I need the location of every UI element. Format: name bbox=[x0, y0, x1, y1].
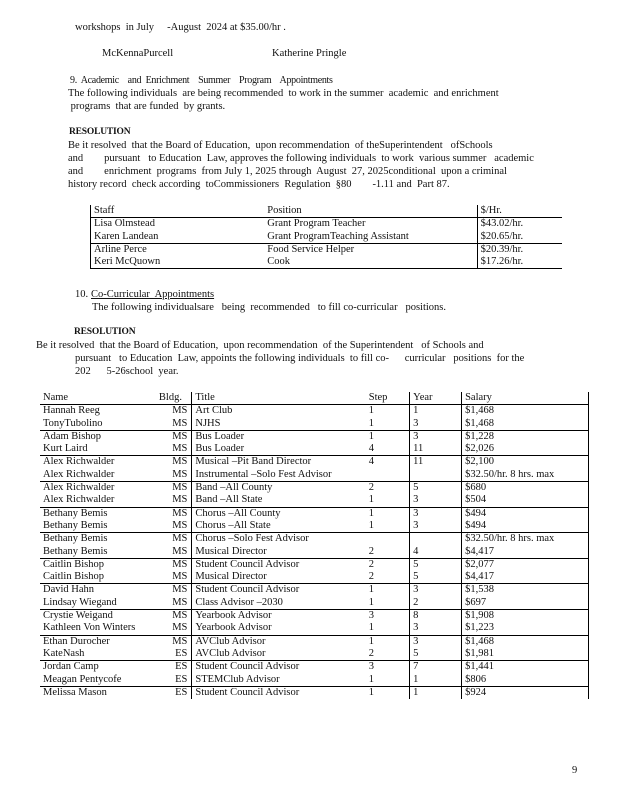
step-cell: 3 bbox=[368, 661, 374, 673]
position-cell: Cook bbox=[267, 256, 291, 268]
rate-cell: $43.02/hr. bbox=[477, 218, 562, 231]
section-9-intro-line-1: The following individuals are being recommended to work in the summer academic and enrichment bbox=[68, 88, 499, 99]
table-row bbox=[40, 597, 589, 610]
title-cell: Student Council Advisor bbox=[195, 584, 300, 596]
title-cell: Chorus –All State bbox=[192, 520, 366, 533]
year-cell: 1 bbox=[410, 686, 462, 699]
step-cell: 1 bbox=[366, 674, 410, 687]
table-row bbox=[91, 243, 563, 256]
year-cell: 4 bbox=[410, 546, 462, 559]
title-cell: Band –All State bbox=[192, 494, 366, 507]
step-cell: 1 bbox=[366, 494, 410, 507]
year-cell: 3 bbox=[410, 584, 462, 597]
header-bldg: Bldg. bbox=[156, 392, 192, 405]
rate-cell: $20.65/hr. bbox=[477, 231, 562, 244]
step-cell: 4 bbox=[366, 443, 410, 456]
name-cell: Lindsay Wiegand bbox=[40, 597, 156, 610]
table-row bbox=[40, 482, 589, 495]
salary-cell: $1,981 bbox=[462, 648, 589, 661]
salary-cell: $1,908 bbox=[462, 610, 589, 623]
salary-cell: $2,026 bbox=[462, 443, 589, 456]
bldg-cell: ES bbox=[156, 648, 192, 661]
year-cell bbox=[410, 469, 462, 482]
table-row bbox=[40, 546, 589, 559]
title-cell: Bus Loader bbox=[192, 443, 366, 456]
section-9-intro-line-2: programs that are funded by grants. bbox=[68, 101, 226, 112]
position-cell: Grant Program Teacher bbox=[267, 218, 366, 230]
year-cell: 3 bbox=[410, 520, 462, 533]
salary-cell: $1,223 bbox=[462, 622, 589, 635]
name-cell: Bethany Bemis bbox=[40, 546, 156, 559]
staff-cell: Karen Landean bbox=[91, 231, 265, 244]
section-10-resolution-label: RESOLUTION bbox=[74, 327, 136, 337]
table-row bbox=[40, 661, 589, 674]
name-cell: Jordan Camp bbox=[43, 661, 99, 673]
table-row bbox=[40, 648, 589, 661]
name-cell: Alex Richwalder bbox=[40, 494, 156, 507]
title-cell: Student Council Advisor bbox=[195, 558, 300, 570]
salary-cell: $1,468 bbox=[462, 405, 589, 418]
step-cell: 2 bbox=[368, 558, 374, 570]
salary-cell: $1,538 bbox=[462, 584, 589, 597]
step-cell: 2 bbox=[366, 546, 410, 559]
title-cell: Musical Director bbox=[192, 571, 366, 584]
bldg-cell: MS bbox=[156, 507, 192, 520]
table-row bbox=[91, 231, 563, 244]
co-curricular-table bbox=[40, 392, 589, 699]
table-row bbox=[40, 418, 589, 431]
section-9-resolution-label: RESOLUTION bbox=[69, 127, 131, 137]
step-cell: 1 bbox=[366, 597, 410, 610]
step-cell: 1 bbox=[368, 686, 374, 698]
header-salary: Salary bbox=[462, 392, 589, 405]
title-cell: Art Club bbox=[195, 405, 233, 417]
page-number: 9 bbox=[572, 765, 578, 776]
step-cell bbox=[366, 469, 410, 482]
table-row bbox=[40, 686, 589, 699]
step-cell: 1 bbox=[366, 520, 410, 533]
section-10-heading: Co-Curricular Appointments bbox=[91, 289, 215, 300]
salary-cell: $1,441 bbox=[462, 661, 589, 674]
step-cell: 1 bbox=[368, 507, 374, 519]
step-cell: 1 bbox=[368, 405, 374, 417]
section-10-number: 10. bbox=[75, 289, 89, 300]
rate-cell: $20.39/hr. bbox=[477, 243, 562, 256]
bldg-cell: MS bbox=[156, 430, 192, 443]
year-cell: 5 bbox=[410, 648, 462, 661]
table-row bbox=[40, 469, 589, 482]
step-cell: 2 bbox=[368, 482, 374, 494]
year-cell: 11 bbox=[410, 456, 462, 469]
name-mckenna-purcell: McKennaPurcell bbox=[102, 48, 174, 59]
bldg-cell: MS bbox=[156, 482, 192, 495]
table-row bbox=[40, 494, 589, 507]
salary-cell: $697 bbox=[462, 597, 589, 610]
section-10-resolution-line-1: Be it resolved that the Board of Education, upon recommendation of the Superintendent of Schools and bbox=[36, 340, 484, 351]
name-cell: Bethany Bemis bbox=[43, 533, 108, 545]
table-row bbox=[40, 622, 589, 635]
bldg-cell: MS bbox=[156, 597, 192, 610]
summer-program-table bbox=[90, 205, 562, 269]
step-cell: 4 bbox=[368, 456, 374, 468]
title-cell: Bus Loader bbox=[195, 430, 245, 442]
name-cell: Melissa Mason bbox=[43, 686, 107, 698]
bldg-cell: ES bbox=[156, 661, 192, 674]
year-cell: 8 bbox=[410, 610, 462, 623]
title-cell: Musical –Pit Band Director bbox=[195, 456, 312, 468]
staff-cell: Lisa Olmstead bbox=[94, 218, 155, 230]
year-cell bbox=[410, 533, 462, 546]
table-row bbox=[40, 584, 589, 597]
year-cell: 3 bbox=[410, 622, 462, 635]
header-year: Year bbox=[410, 392, 462, 405]
table-row bbox=[40, 405, 589, 418]
salary-cell: $32.50/hr. 8 hrs. max bbox=[462, 533, 589, 546]
section-9-resolution-line-3: and enrichment programs from July 1, 2025 through August 27, 2025conditional upon a criminal bbox=[68, 166, 507, 177]
bldg-cell: MS bbox=[156, 456, 192, 469]
year-cell: 1 bbox=[410, 405, 462, 418]
section-9-heading: 9. Academic and Enrichment Summer Program Appointments bbox=[70, 75, 333, 86]
bldg-cell: MS bbox=[156, 546, 192, 559]
salary-cell: $4,417 bbox=[462, 571, 589, 584]
name-cell: TonyTubolino bbox=[40, 418, 156, 431]
table-row bbox=[40, 443, 589, 456]
bldg-cell: MS bbox=[156, 635, 192, 648]
name-cell: Meagan Pentycofe bbox=[40, 674, 156, 687]
section-10-resolution-line-2: pursuant to Education Law, appoints the following individuals to fill co- curricular positions for the bbox=[75, 353, 525, 364]
title-cell: Band –All County bbox=[195, 482, 273, 494]
bldg-cell: MS bbox=[156, 571, 192, 584]
year-cell: 3 bbox=[410, 418, 462, 431]
title-cell: Yearbook Advisor bbox=[195, 610, 272, 622]
title-cell: Chorus –All County bbox=[195, 507, 281, 519]
bldg-cell: MS bbox=[156, 584, 192, 597]
continuation-line: workshops in July -August 2024 at $35.00/hr . bbox=[75, 22, 286, 33]
name-cell: Kathleen Von Winters bbox=[40, 622, 156, 635]
title-cell: Class Advisor –2030 bbox=[192, 597, 366, 610]
name-cell: Bethany Bemis bbox=[43, 507, 108, 519]
step-cell: 1 bbox=[368, 430, 374, 442]
bldg-cell: ES bbox=[156, 674, 192, 687]
bldg-cell: MS bbox=[156, 558, 192, 571]
bldg-cell: MS bbox=[156, 418, 192, 431]
step-cell: 1 bbox=[366, 418, 410, 431]
table-row bbox=[91, 256, 563, 269]
table-row bbox=[91, 218, 563, 231]
title-cell: AVClub Advisor bbox=[195, 635, 266, 647]
year-cell: 5 bbox=[410, 482, 462, 495]
position-cell: Food Service Helper bbox=[267, 243, 355, 255]
salary-cell: $504 bbox=[462, 494, 589, 507]
header-rate: $/Hr. bbox=[477, 205, 562, 218]
salary-cell: $494 bbox=[462, 520, 589, 533]
name-cell: David Hahn bbox=[43, 584, 95, 596]
salary-cell: $806 bbox=[462, 674, 589, 687]
header-title: Title bbox=[192, 392, 366, 405]
section-10-resolution-line-3: 202 5-26school year. bbox=[75, 366, 179, 377]
rate-cell: $17.26/hr. bbox=[477, 256, 562, 269]
staff-cell: Arline Perce bbox=[94, 243, 147, 255]
year-cell: 3 bbox=[410, 635, 462, 648]
step-cell: 1 bbox=[366, 622, 410, 635]
bldg-cell: MS bbox=[156, 533, 192, 546]
year-cell: 7 bbox=[410, 661, 462, 674]
title-cell: STEMClub Advisor bbox=[192, 674, 366, 687]
bldg-cell: MS bbox=[156, 520, 192, 533]
section-9-resolution-line-4: history record check according toCommissioners Regulation §80 -1.11 and Part 87. bbox=[68, 179, 450, 190]
table-header-row bbox=[91, 205, 563, 218]
table-row bbox=[40, 520, 589, 533]
title-cell: Student Council Advisor bbox=[195, 661, 300, 673]
year-cell: 3 bbox=[410, 494, 462, 507]
section-9-resolution-line-2: and pursuant to Education Law, approves the following individuals to work various summer academic bbox=[68, 153, 534, 164]
table-row bbox=[40, 533, 589, 546]
header-step: Step bbox=[366, 392, 410, 405]
name-cell: Hannah Reeg bbox=[43, 405, 100, 417]
table-row bbox=[40, 635, 589, 648]
bldg-cell: MS bbox=[156, 622, 192, 635]
bldg-cell: MS bbox=[156, 405, 192, 418]
table-row bbox=[40, 430, 589, 443]
name-cell: Alex Richwalder bbox=[43, 456, 115, 468]
section-9-resolution-line-1: Be it resolved that the Board of Education, upon recommendation of theSuperintendent ofSchools bbox=[68, 140, 493, 151]
name-cell: Adam Bishop bbox=[43, 430, 102, 442]
table-header-row bbox=[40, 392, 589, 405]
year-cell: 2 bbox=[410, 597, 462, 610]
name-cell: Kurt Laird bbox=[40, 443, 156, 456]
bldg-cell: MS bbox=[156, 494, 192, 507]
salary-cell: $680 bbox=[462, 482, 589, 495]
table-row bbox=[40, 571, 589, 584]
bldg-cell: MS bbox=[156, 443, 192, 456]
name-cell: KateNash bbox=[40, 648, 156, 661]
name-cell: Bethany Bemis bbox=[40, 520, 156, 533]
title-cell: Musical Director bbox=[192, 546, 366, 559]
salary-cell: $32.50/hr. 8 hrs. max bbox=[462, 469, 589, 482]
salary-cell: $2,077 bbox=[462, 558, 589, 571]
salary-cell: $1,228 bbox=[462, 430, 589, 443]
year-cell: 3 bbox=[410, 507, 462, 520]
step-cell: 3 bbox=[368, 610, 374, 622]
year-cell: 3 bbox=[410, 430, 462, 443]
step-cell bbox=[366, 533, 410, 546]
step-cell: 2 bbox=[366, 571, 410, 584]
salary-cell: $924 bbox=[462, 686, 589, 699]
title-cell: Instrumental –Solo Fest Advisor bbox=[192, 469, 366, 482]
header-name: Name bbox=[40, 392, 156, 405]
position-cell: Grant ProgramTeaching Assistant bbox=[264, 231, 477, 244]
table-row bbox=[40, 507, 589, 520]
title-cell: Chorus –Solo Fest Advisor bbox=[195, 533, 309, 545]
step-cell: 1 bbox=[368, 584, 374, 596]
title-cell: Student Council Advisor bbox=[195, 686, 300, 698]
title-cell: Yearbook Advisor bbox=[192, 622, 366, 635]
name-cell: Alex Richwalder bbox=[43, 482, 115, 494]
step-cell: 2 bbox=[366, 648, 410, 661]
year-cell: 5 bbox=[410, 571, 462, 584]
name-cell: Crystie Weigand bbox=[43, 610, 113, 622]
header-position: Position bbox=[264, 205, 477, 218]
salary-cell: $1,468 bbox=[462, 635, 589, 648]
table-row bbox=[40, 456, 589, 469]
staff-cell: Keri McQuown bbox=[94, 256, 161, 268]
title-cell: AVClub Advisor bbox=[192, 648, 366, 661]
year-cell: 5 bbox=[410, 558, 462, 571]
name-cell: Caitlin Bishop bbox=[40, 571, 156, 584]
bldg-cell: MS bbox=[156, 469, 192, 482]
bldg-cell: ES bbox=[156, 686, 192, 699]
table-row bbox=[40, 610, 589, 623]
step-cell: 1 bbox=[368, 635, 374, 647]
salary-cell: $4,417 bbox=[462, 546, 589, 559]
section-10-intro: The following individualsare being recommended to fill co-curricular positions. bbox=[92, 302, 446, 313]
bldg-cell: MS bbox=[156, 610, 192, 623]
year-cell: 1 bbox=[410, 674, 462, 687]
salary-cell: $494 bbox=[462, 507, 589, 520]
salary-cell: $2,100 bbox=[462, 456, 589, 469]
salary-cell: $1,468 bbox=[462, 418, 589, 431]
title-cell: NJHS bbox=[192, 418, 366, 431]
table-row bbox=[40, 674, 589, 687]
table-row bbox=[40, 558, 589, 571]
name-cell: Ethan Durocher bbox=[43, 635, 110, 647]
name-cell: Caitlin Bishop bbox=[43, 558, 104, 570]
name-katherine-pringle: Katherine Pringle bbox=[272, 48, 347, 59]
name-cell: Alex Richwalder bbox=[40, 469, 156, 482]
year-cell: 11 bbox=[410, 443, 462, 456]
header-staff: Staff bbox=[91, 205, 265, 218]
